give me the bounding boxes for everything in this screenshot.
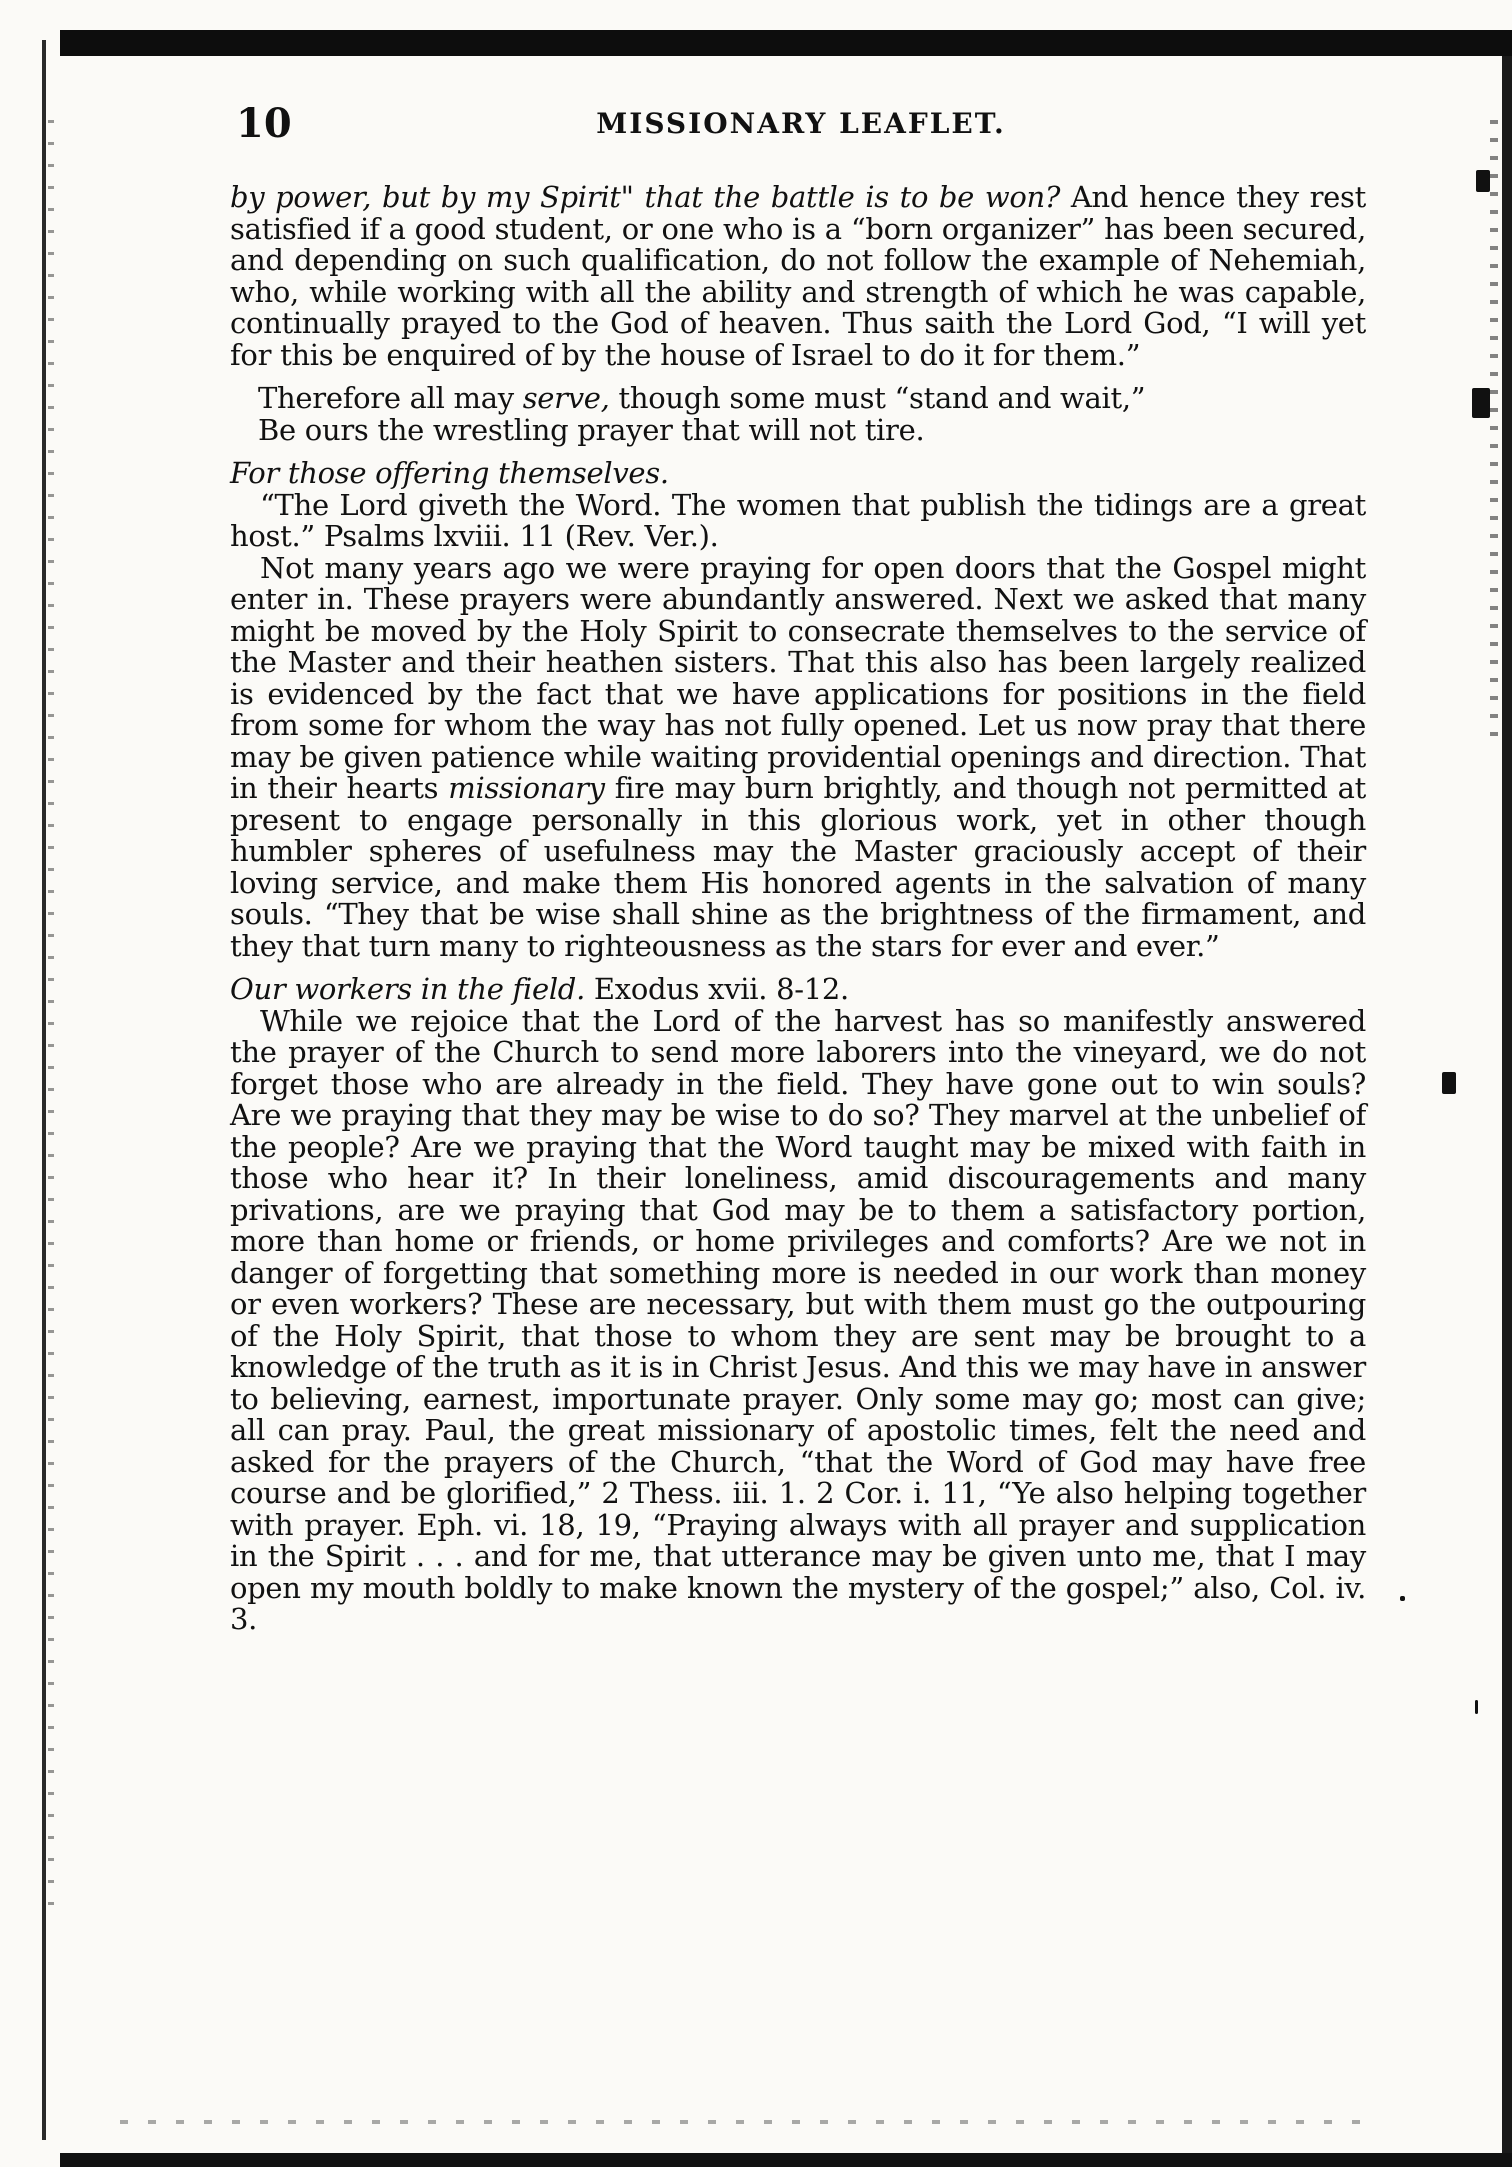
- section-paragraph-offering: [230, 550, 1366, 963]
- page-border-top: [60, 30, 1512, 56]
- scan-mark: [1400, 1596, 1405, 1601]
- page-border-bottom: [60, 2153, 1512, 2167]
- section-heading-workers-reference: Exodus xvii. 8-12.: [585, 972, 849, 1006]
- scan-mark: [1442, 1072, 1456, 1094]
- scan-specks-footer: [120, 2120, 1370, 2124]
- paragraph-text: Not many years ago we were praying for open doors that the Gospel might enter in. These prayers were abundantly answered. Next we asked that many might be moved by the Holy Spirit to consecrate themselves to the service of the Master and their heathen sisters. That this also has been largely realized is evidenced by the fact that we have applications for positions in the field from some for whom the way has not fully opened. Let us now pray that there may be given patience while waiting providential openings and direction. That in their hearts: [230, 550, 1366, 805]
- running-title: MISSIONARY LEAFLET.: [596, 107, 1006, 140]
- running-header: [236, 96, 1366, 152]
- scan-specks-right: [1490, 120, 1498, 740]
- verse-line-1-end: though some must “stand and wait,”: [609, 381, 1146, 415]
- section-quote-psalms: “The Lord giveth the Word. The women that publish the tidings are a great host.” Psalms lxviii. 11 (Rev. Ver.).: [230, 487, 1366, 553]
- page-border-right: [1502, 56, 1512, 2166]
- opening-italic: by power, but by my Spirit" that the battle is to be won?: [230, 180, 1061, 214]
- verse-line-1: [258, 383, 1366, 415]
- section-heading-offering: For those offering themselves.: [230, 456, 669, 490]
- scan-mark: [1475, 1700, 1478, 1714]
- verse-block: [258, 383, 1366, 446]
- paragraph-text: fire may burn brightly, and though not permitted at present to engage personally in this glorious work, yet in other though humbler spheres of usefulness may the Master graciously accept of their loving service, and make them His honored agents in the salvation of many souls. “They that be wise shall shine as the brightness of the firmament, and they that turn many to righteousness as the stars for ever and ever.”: [230, 771, 1366, 963]
- section-paragraph-workers: While we rejoice that the Lord of the harvest has so manifestly answered the prayer of the Church to send more laborers into the vineyard, we do not forget those who are already in the field. They have gone out to win souls? Are we praying that they may be wise to do so? They marvel at the unbelief of the people? Are we praying that the Word taught may be mixed with faith in those who hear it? In their loneliness, amid discouragements and many privations, are we praying that God may be to them a satisfactory portion, more than home or friends, or home privileges and comforts? Are we not in danger of forgetting that something more is needed in our work than money or even workers? These are necessary, but with them must go the outpouring of the Holy Spirit, that those to whom they are sent may be brought to a knowledge of the truth as it is in Christ Jesus. And this we may have in answer to believing, earnest, importunate prayer. Only some may go; most can give; all can pray. Paul, the great missionary of apostolic times, felt the need and asked for the prayers of the Church, “that the Word of God may have free course and be glorified,” 2 Thess. iii. 1. 2 Cor. i. 11, “Ye also helping together with prayer. Eph. vi. 18, 19, “Praying always with all prayer and supplication in the Spirit . . . and for me, that utterance may be given unto me, that I may open my mouth boldly to make known the mystery of the gospel;” also, Col. iv. 3.: [230, 1003, 1366, 1636]
- opening-text: And hence they rest satisfied if a good student, or one who is a “born organizer” has been secured, and depending on such qualification, do not follow the example of Nehemiah, who, while working with all the ability and strength of which he was capable, continually prayed to the God of heaven. Thus saith the Lord God, “I will yet for this be enquired of by the house of Israel to do it for them.”: [230, 180, 1366, 372]
- section-heading-workers-title: Our workers in the field.: [230, 972, 585, 1006]
- scan-specks-left: [48, 120, 54, 1920]
- scan-mark: [1472, 388, 1490, 418]
- verse-line-2: Be ours the wrestling prayer that will not tire.: [258, 412, 925, 447]
- paragraph-italic-word: missionary: [448, 771, 605, 805]
- page-body: [230, 182, 1366, 1636]
- opening-paragraph: [230, 182, 1366, 371]
- page-number: 10: [236, 100, 292, 147]
- section-heading-workers: [230, 974, 1366, 1006]
- verse-line-1-start: Therefore all may: [258, 381, 523, 415]
- page-border-left: [42, 40, 46, 2140]
- scan-mark: [1476, 170, 1490, 192]
- verse-line-1-italic: serve,: [522, 381, 610, 415]
